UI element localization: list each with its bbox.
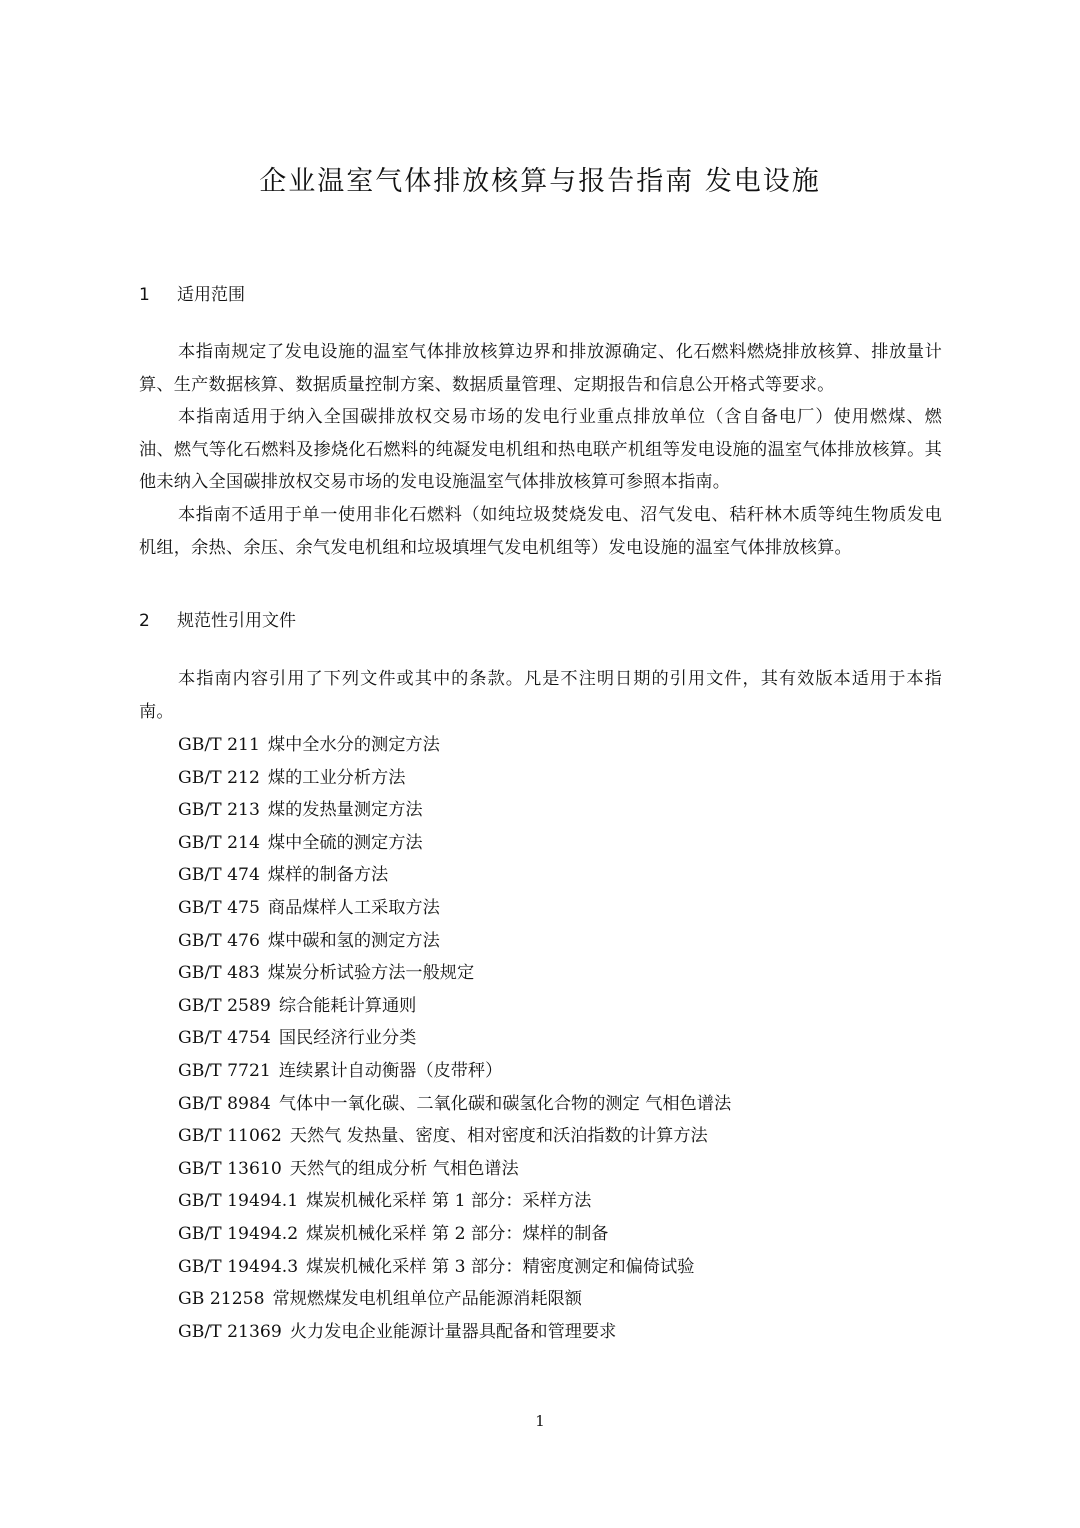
page-number: 1 (535, 1412, 545, 1430)
reference-code: GB/T 474 (178, 865, 260, 886)
reference-item (178, 1120, 731, 1153)
reference-item (178, 1185, 731, 1218)
reference-code: GB/T 19494.1 (178, 1191, 299, 1212)
reference-item (178, 729, 731, 762)
section-2-paragraph-1: 本指南内容引用了下列文件或其中的条款。凡是不注明日期的引用文件，其有效版本适用于本指南。 (139, 669, 942, 722)
reference-title: 气体中一氧化碳、二氧化碳和碳氢化合物的测定 气相色谱法 (278, 1093, 732, 1114)
reference-code: GB/T 211 (178, 735, 260, 755)
reference-code: GB/T 483 (178, 963, 260, 984)
reference-title: 国民经济行业分类 (278, 1028, 417, 1049)
reference-item (178, 1283, 731, 1316)
reference-title: 煤的工业分析方法 (267, 767, 406, 788)
section-1-paragraph-2: 本指南适用于纳入全国碳排放权交易市场的发电行业重点排放单位（含自备电厂）使用燃煤、燃油、燃气等化石燃料及掺烧化石燃料的纯凝发电机组和热电联产机组等发电设施的温室气体排放核算。其他未纳入全国碳排放权交易市场的发电设施温室气体排放核算可参照本指南。 (139, 407, 942, 493)
reference-item (178, 1055, 731, 1088)
reference-title: 煤中全水分的测定方法 (267, 735, 440, 755)
reference-code: GB/T 8984 (178, 1093, 271, 1114)
reference-item (178, 925, 731, 958)
reference-title: 火力发电企业能源计量器具配备和管理要求 (289, 1321, 617, 1342)
reference-title: 连续累计自动衡器（皮带秤） (278, 1060, 503, 1081)
reference-title: 商品煤样人工采取方法 (267, 897, 440, 918)
reference-title: 煤炭分析试验方法一般规定 (267, 963, 475, 984)
section-2-number: 2 (139, 611, 150, 631)
reference-item (178, 794, 731, 827)
reference-title: 煤样的制备方法 (267, 865, 389, 886)
section-2-heading (139, 608, 296, 634)
reference-title: 综合能耗计算通则 (278, 995, 417, 1016)
reference-code: GB/T 212 (178, 767, 260, 788)
section-1-paragraph-3: 本指南不适用于单一使用非化石燃料（如纯垃圾焚烧发电、沼气发电、秸秆林木质等纯生物质发电机组，余热、余压、余气发电机组和垃圾填埋气发电机组等）发电设施的温室气体排放核算。 (139, 505, 942, 558)
reference-code: GB 21258 (178, 1289, 265, 1310)
reference-code: GB/T 13610 (178, 1158, 282, 1179)
reference-item (178, 1088, 731, 1121)
reference-title: 煤中碳和氢的测定方法 (267, 930, 440, 951)
reference-item (178, 1251, 731, 1284)
reference-item (178, 892, 731, 925)
reference-item (178, 1218, 731, 1251)
reference-item (178, 1022, 731, 1055)
reference-title: 常规燃煤发电机组单位产品能源消耗限额 (272, 1289, 582, 1310)
document-title: 企业温室气体排放核算与报告指南 发电设施 (259, 166, 821, 197)
reference-item (178, 827, 731, 860)
reference-title: 煤炭机械化采样 第 1 部分：采样方法 (306, 1191, 592, 1212)
reference-code: GB/T 213 (178, 800, 260, 821)
reference-code: GB/T 19494.3 (178, 1256, 299, 1277)
reference-item (178, 990, 731, 1023)
section-1-title: 适用范围 (177, 285, 245, 305)
reference-code: GB/T 11062 (178, 1126, 282, 1147)
reference-code: GB/T 476 (178, 930, 260, 951)
reference-title: 煤炭机械化采样 第 3 部分：精密度测定和偏倚试验 (306, 1256, 695, 1277)
reference-code: GB/T 214 (178, 832, 260, 853)
reference-list (178, 729, 731, 1348)
reference-title: 天然气 发热量、密度、相对密度和沃泊指数的计算方法 (289, 1126, 708, 1147)
reference-item (178, 957, 731, 990)
section-1-number: 1 (139, 285, 150, 305)
reference-item (178, 1153, 731, 1186)
reference-code: GB/T 7721 (178, 1060, 271, 1081)
section-1-paragraph-1: 本指南规定了发电设施的温室气体排放核算边界和排放源确定、化石燃料燃烧排放核算、排放量计算、生产数据核算、数据质量控制方案、数据质量管理、定期报告和信息公开格式等要求。 (139, 342, 942, 395)
section-1-heading (139, 282, 245, 308)
reference-code: GB/T 475 (178, 897, 260, 918)
reference-code: GB/T 21369 (178, 1321, 282, 1342)
reference-title: 煤炭机械化采样 第 2 部分：煤样的制备 (306, 1223, 609, 1244)
reference-title: 煤中全硫的测定方法 (267, 832, 423, 853)
section-2-title: 规范性引用文件 (177, 611, 296, 631)
reference-item (178, 1316, 731, 1349)
reference-item (178, 859, 731, 892)
reference-code: GB/T 19494.2 (178, 1223, 299, 1244)
reference-item (178, 762, 731, 795)
reference-title: 煤的发热量测定方法 (267, 800, 423, 821)
reference-code: GB/T 2589 (178, 995, 271, 1016)
reference-code: GB/T 4754 (178, 1028, 271, 1049)
reference-title: 天然气的组成分析 气相色谱法 (289, 1158, 519, 1179)
